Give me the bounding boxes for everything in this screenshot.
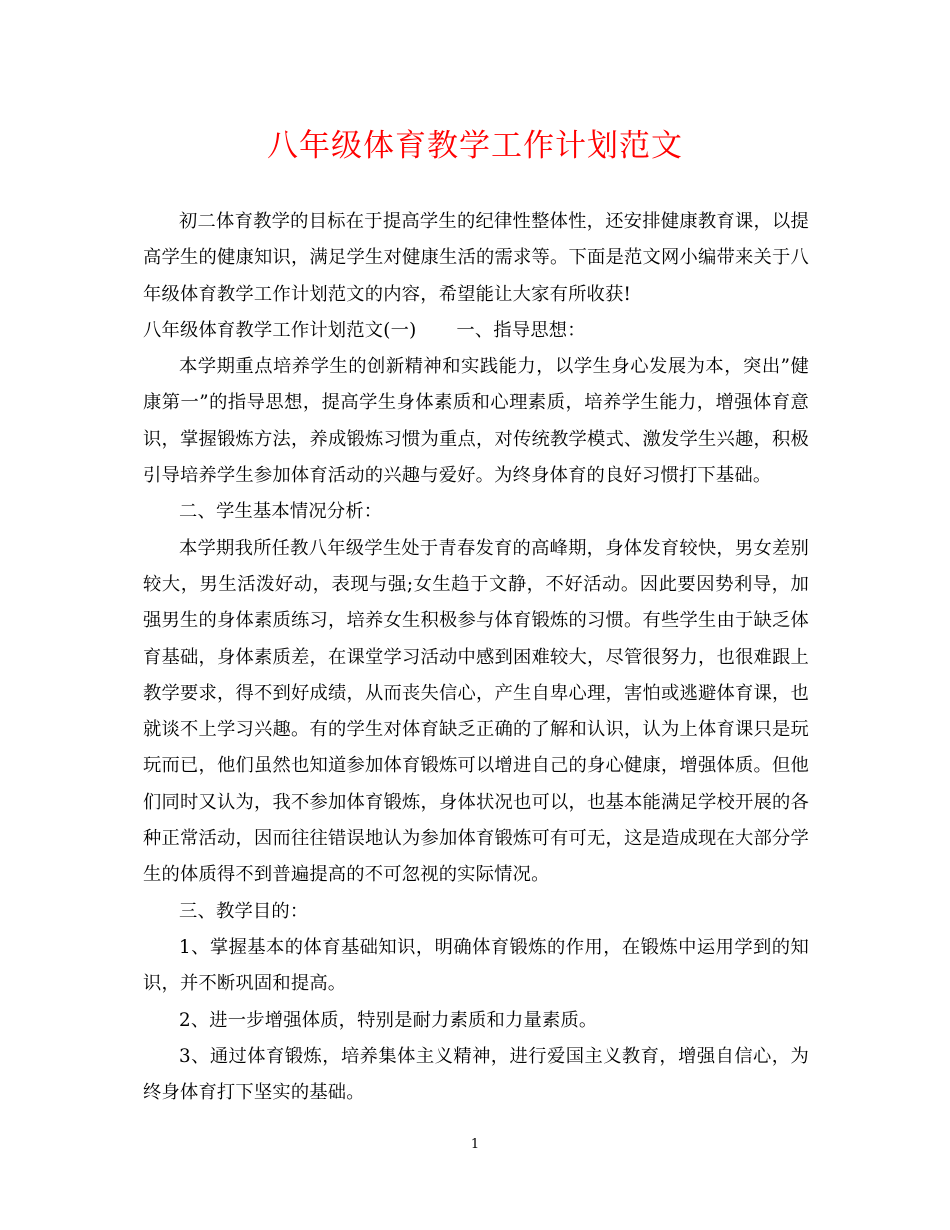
goal-item-2: 2、进一步增强体质，特别是耐力素质和力量素质。 (179, 1009, 598, 1031)
intro-paragraph: 初二体育教学的目标在于提高学生的纪律性整体性，还安排健康教育课，以提高学生的健康知识，满足学生对健康生活的需求等。下面是范文网小编带来关于八年级体育教学工作计划范文的内容，希望能让大家有所收获! (143, 211, 809, 305)
paragraph-student-analysis: 本学期我所任教八年级学生处于青春发育的高峰期，身体发育较快，男女差别较大，男生活泼好动，表现与强;女生趋于文静，不好活动。因此要因势利导，加强男生的身体素质练习，培养女生积极参与体育锻炼的习惯。有些学生由于缺乏体育基础，身体素质差，在课堂学习活动中感到困难较大，尽管很努力，也很难跟上教学要求，得不到好成绩，从而丧失信心，产生自卑心理，害怕或逃避体育课，也就谈不上学习兴趣。有的学生对体育缺乏正确的了解和认识，认为上体育课只是玩玩而已，他们虽然也知道参加体育锻炼可以增进自己的身心健康，增强体质。但他们同时又认为，我不参加体育锻炼，身体状况也可以，也基本能满足学校开展的各种正常活动，因而往往错误地认为参加体育锻炼可有可无，这是造成现在大部分学生的体质得不到普遍提高的不可忽视的实际情况。 (143, 537, 809, 886)
heading-student-analysis: 二、学生基本情况分析： (179, 501, 383, 523)
section-title: 八年级体育教学工作计划范文(一) (143, 319, 417, 341)
document-body (143, 204, 809, 1111)
page-number: 1 (470, 1137, 480, 1152)
heading-teaching-goals: 三、教学目的： (179, 900, 309, 922)
goal-item-3: 3、通过体育锻炼，培养集体主义精神，进行爱国主义教育，增强自信心，为终身体育打下坚实的基础。 (143, 1045, 809, 1104)
document-title: 八年级体育教学工作计划范文 (267, 128, 683, 164)
heading-guiding-thought: 一、指导思想： (456, 319, 586, 341)
paragraph-guiding-thought: 本学期重点培养学生的创新精神和实践能力，以学生身心发展为本，突出”健康第一”的指导思想，提高学生身体素质和心理素质，培养学生能力，增强体育意识，掌握锻炼方法，养成锻炼习惯为重点，对传统教学模式、激发学生兴趣，积极引导培养学生参加体育活动的兴趣与爱好。为终身体育的良好习惯打下基础。 (143, 356, 809, 487)
goal-item-1: 1、掌握基本的体育基础知识，明确体育锻炼的作用，在锻炼中运用学到的知识，并不断巩固和提高。 (143, 936, 809, 995)
section-heading-line (143, 313, 809, 349)
